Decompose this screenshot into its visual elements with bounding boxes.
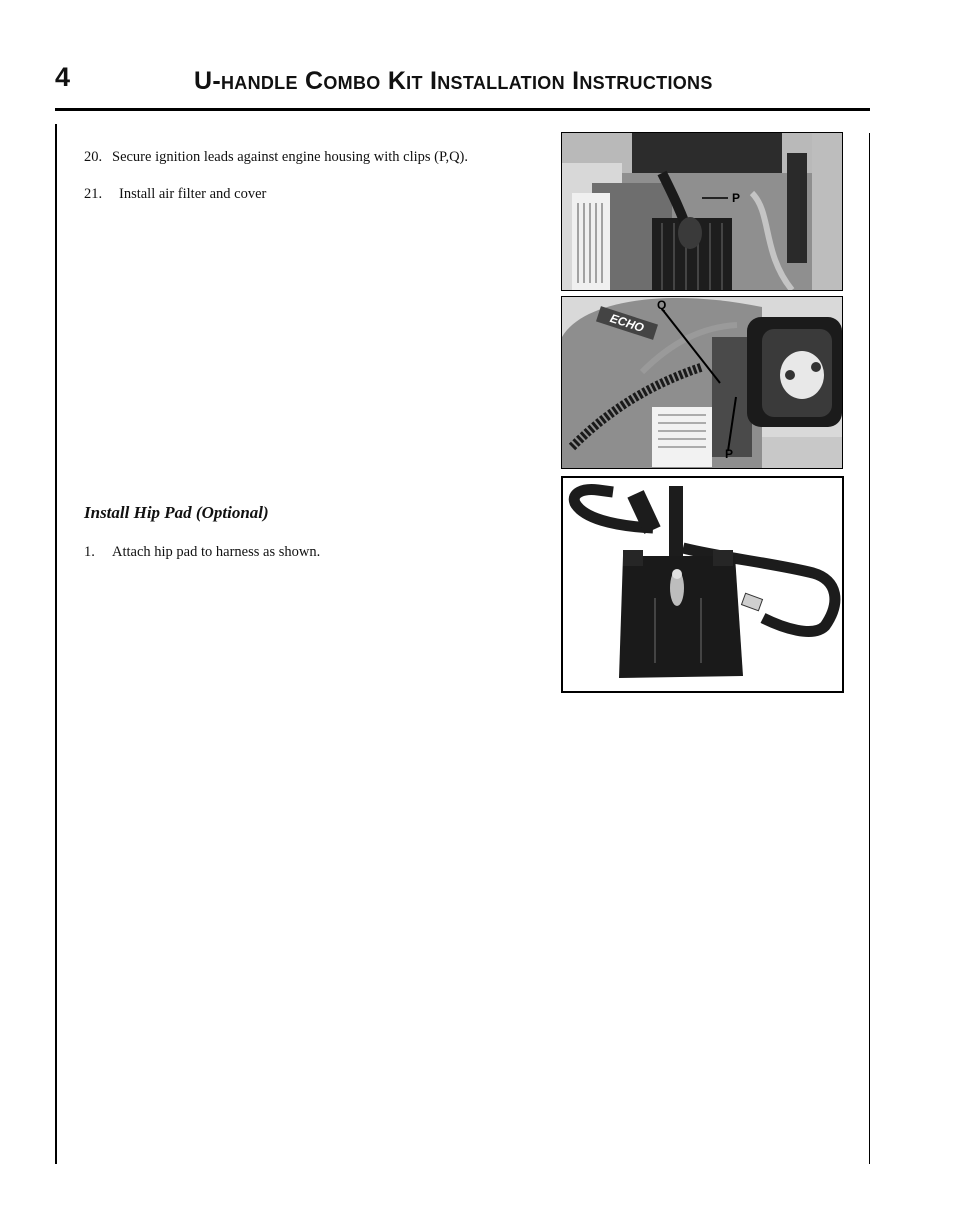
figure-engine-clips-q-p (561, 296, 843, 469)
step-number: 1. (84, 544, 95, 560)
engine-housing-photo (562, 133, 842, 290)
page-title: U-handle Combo Kit Installation Instructions (194, 67, 713, 95)
step-text: Secure ignition leads against engine housing with clips (P,Q). (112, 149, 469, 165)
step-21 (84, 185, 266, 203)
hip-pad-photo (563, 478, 842, 691)
figure-hip-pad-harness (561, 476, 844, 693)
callout-p: P (732, 191, 741, 205)
step-text: Install air filter and cover (119, 186, 267, 202)
header-rule (55, 108, 870, 111)
step-text: Attach hip pad to harness as shown. (112, 544, 321, 560)
callout-q: Q (657, 298, 667, 312)
step-number: 20. (84, 149, 103, 165)
echo-logo: ECHO (596, 306, 658, 340)
callout-p: P (725, 447, 734, 461)
step-number: 21. (84, 186, 103, 202)
left-margin-rule (55, 124, 57, 1164)
page-number: 4 (55, 62, 71, 92)
section-heading-hip-pad: Install Hip Pad (Optional) (84, 503, 269, 522)
hip-pad-step-1 (84, 543, 320, 561)
step-20 (84, 148, 468, 166)
figure-engine-housing-clip-p (561, 132, 843, 291)
right-margin-rule (869, 133, 870, 1164)
